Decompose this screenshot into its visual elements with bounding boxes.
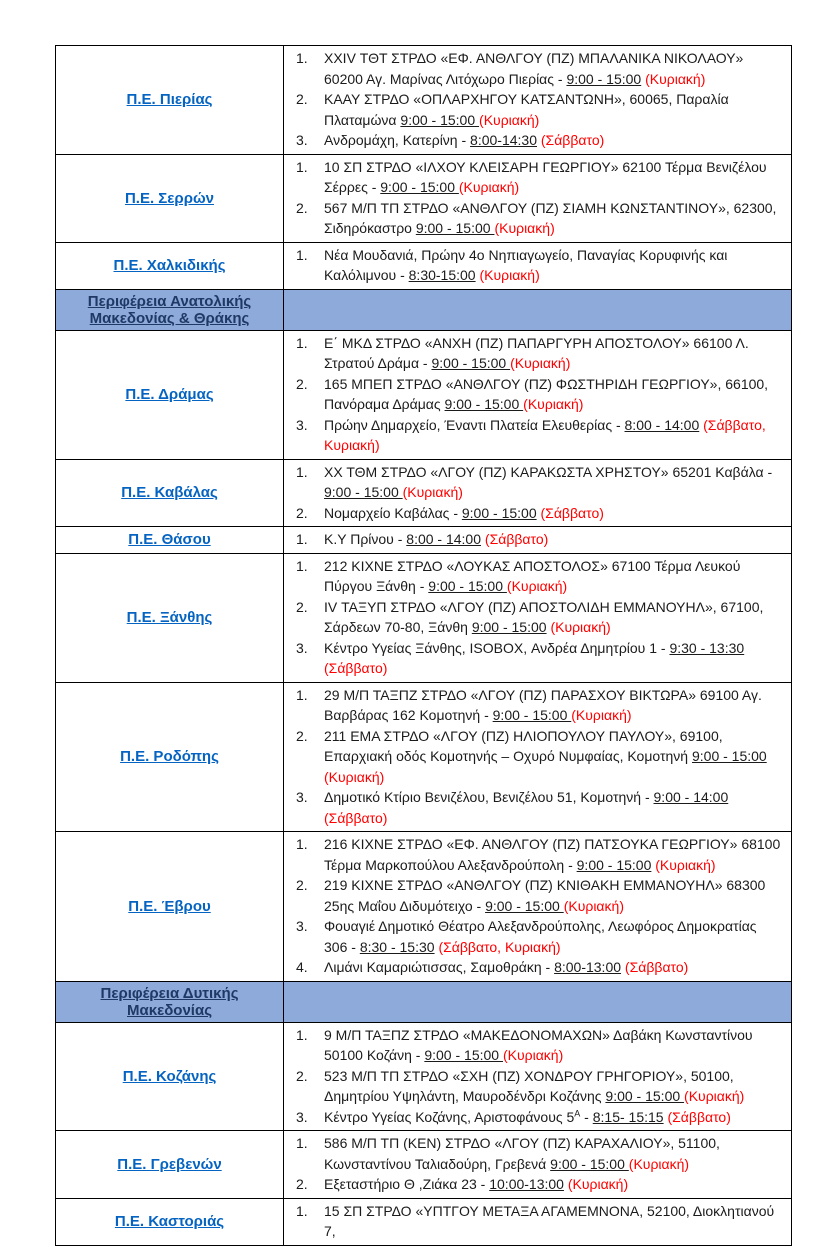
venue-item-dramas-2 (296, 374, 783, 415)
item-number: 2. (296, 1176, 308, 1192)
items-cell-chalkidikis (284, 242, 792, 289)
section-row-dytiki-makedonia (56, 981, 792, 1022)
region-row-dramas (56, 330, 792, 459)
venue-item-kavalas-2 (296, 503, 783, 524)
venue-description: Κέντρο Υγείας Κοζάνης, Αριστοφάνους 5 (324, 1108, 575, 1125)
day-note: (Κυριακή) (571, 707, 632, 723)
region-row-serron (56, 154, 792, 242)
venue-description: 567 Μ/Π ΤΠ ΣΤΡΔΟ «ΑΝΘΛΓΟΥ (ΠΖ) ΣΙΑΜΗ ΚΩΝΣΤΑΝΤΙΝΟΥ», 62300, Σιδηρόκαστρο (324, 199, 777, 236)
item-number: 2. (296, 91, 308, 107)
day-note: (Κυριακή) (479, 267, 540, 283)
opening-hours: 10:00-13:00 (489, 1176, 564, 1192)
region-link-kastorias[interactable]: Π.Ε. Καστοριάς (114, 1213, 225, 1230)
item-number: 1. (296, 557, 308, 574)
venue-item-serron-1 (296, 157, 783, 198)
item-number: 2. (296, 375, 308, 392)
venue-text (324, 462, 783, 503)
item-number: 3. (296, 639, 308, 656)
item-number: 1. (296, 158, 308, 175)
label-cell-thasou (56, 527, 284, 554)
superscript-text: Α (574, 1107, 581, 1118)
venue-item-pierias-3 (296, 130, 783, 151)
opening-hours: 9:00 - 15:00 (461, 504, 537, 521)
venue-description: 10 ΣΠ ΣΤΡΔΟ «ΙΛΧΟΥ ΚΛΕΙΣΑΡΗ ΓΕΩΡΓΙΟΥ» 62100 Τέρμα Βενιζέλου Σέρρες - (324, 158, 767, 195)
day-note: (Κυριακή) (563, 897, 624, 914)
label-cell-dytiki-makedonia (56, 981, 284, 1022)
label-cell-grevenon (56, 1131, 284, 1199)
venue-item-kavalas-1 (296, 462, 783, 503)
venue-text (324, 415, 783, 456)
venue-item-kozanis-3 (296, 1107, 783, 1128)
venue-text (324, 597, 783, 638)
item-number: 2. (296, 199, 308, 216)
day-note: (Σάββατο, Κυριακή) (324, 416, 766, 453)
item-number: 1. (296, 531, 308, 547)
item-number: 1. (296, 836, 308, 852)
opening-hours: 9:00 - 15:00 (550, 1155, 629, 1172)
region-link-pierias[interactable]: Π.Ε. Πιερίας (126, 91, 213, 109)
day-note: (Σάββατο, Κυριακή) (438, 938, 561, 955)
venue-text (324, 157, 783, 198)
items-cell-kastorias (284, 1198, 792, 1245)
opening-hours: 9:00 - 15:00 (380, 179, 459, 195)
venue-text (324, 374, 783, 415)
label-cell-kozanis (56, 1022, 284, 1131)
region-link-chalkidikis[interactable]: Π.Ε. Χαλκιδικής (113, 257, 226, 274)
item-number: 1. (296, 686, 308, 703)
region-row-kastorias (56, 1198, 792, 1245)
opening-hours: 8:00-13:00 (554, 959, 622, 975)
region-link-rodopis[interactable]: Π.Ε. Ροδόπης (120, 748, 219, 766)
region-row-rodopis (56, 682, 792, 832)
items-cell-dramas (284, 330, 792, 459)
day-note: (Κυριακή) (479, 111, 540, 128)
regions-table-body (56, 46, 792, 1246)
section-row-anatoliki-makedonia-thraki (56, 289, 792, 330)
opening-hours: 9:00 - 15:00 (444, 396, 524, 412)
label-cell-serron (56, 154, 284, 242)
venue-description: 586 Μ/Π ΤΠ (ΚΕΝ) ΣΤΡΔΟ «ΛΓΟΥ (ΠΖ) ΚΑΡΑΧΑΛΙΟΥ», 51100, Κωνσταντίνου Ταλιαδούρη, Γρεβενά (324, 1135, 720, 1172)
region-row-chalkidikis (56, 242, 792, 289)
venue-text (324, 503, 783, 524)
venue-item-chalkidikis-1 (296, 245, 783, 286)
opening-hours: 9:00 - 15:00 (605, 1088, 685, 1104)
items-cell-kozanis (284, 1022, 792, 1131)
day-note: (Σάββατο) (484, 531, 549, 547)
venue-description: 216 ΚΙΧΝΕ ΣΤΡΔΟ «ΕΦ. ΑΝΘΛΓΟΥ (ΠΖ) ΠΑΤΣΟΥΚΑ ΓΕΩΡΓΙΟΥ» 68100 Τέρμα Μαρκοπούλου Αλεξανδρούπολη - (324, 836, 781, 873)
day-note: (Κυριακή) (655, 856, 716, 873)
label-cell-kastorias (56, 1198, 284, 1245)
section-title-anatoliki-makedonia-thraki: Περιφέρεια Ανατολικής Μακεδονίας & Θράκης (87, 292, 252, 327)
region-row-kozanis (56, 1022, 792, 1131)
venue-text (324, 834, 783, 875)
venue-description: XXIV ΤΘΤ ΣΤΡΔΟ «ΕΦ. ΑΝΘΛΓΟΥ (ΠΖ) ΜΠΑΛΑΝΙΚΑ ΝΙΚΟΛΑΟΥ» 60200 Αγ. Μαρίνας Λιτόχωρο Πιερίας - (324, 50, 744, 87)
item-number: 2. (296, 727, 308, 744)
item-number: 3. (296, 132, 308, 148)
item-number: 1. (296, 463, 308, 480)
venue-text (324, 726, 783, 788)
venue-item-pierias-2 (296, 89, 783, 130)
items-cell-dytiki-makedonia (284, 981, 792, 1022)
label-cell-kavalas (56, 459, 284, 527)
venue-text (324, 1107, 783, 1128)
item-number: 1. (296, 1202, 308, 1219)
item-number: 3. (296, 416, 308, 433)
item-number: 1. (296, 1135, 308, 1151)
region-row-xanthis (56, 553, 792, 682)
venue-item-thasou-1 (296, 529, 783, 550)
venue-text (324, 333, 783, 374)
venue-description: Πρώην Δημαρχείο, Έναντι Πλατεία Ελευθερίας - (324, 416, 625, 433)
item-number: 2. (296, 598, 308, 615)
day-note: (Κυριακή) (458, 179, 520, 195)
item-number: 1. (296, 246, 308, 263)
opening-hours: 9:00 - 15:00 (691, 748, 767, 764)
day-note: (Κυριακή) (502, 1047, 564, 1063)
venue-description: Κέντρο Υγείας Ξάνθης, ISOBOX, Ανδρέα Δημητρίου 1 - (324, 639, 670, 656)
venue-item-dramas-3 (296, 415, 783, 456)
region-row-pierias (56, 46, 792, 155)
region-link-kavalas[interactable]: Π.Ε. Καβάλας (121, 484, 218, 502)
day-note: (Κυριακή) (494, 220, 555, 236)
venue-text (324, 916, 783, 957)
region-link-thasou[interactable]: Π.Ε. Θάσου (128, 531, 211, 549)
items-cell-thasou (284, 527, 792, 554)
venue-item-pierias-1 (296, 48, 783, 89)
venue-text (324, 1066, 783, 1107)
day-note: (Κυριακή) (628, 1155, 690, 1172)
opening-hours: 9:00 - 15:00 (424, 1047, 503, 1063)
venue-description: Νομαρχείο Καβάλας - (324, 504, 462, 521)
item-number: 4. (296, 959, 308, 975)
venue-item-serron-2 (296, 198, 783, 239)
day-note: (Κυριακή) (550, 619, 611, 635)
venue-text (324, 1025, 783, 1066)
day-note: (Σάββατο) (667, 1108, 731, 1125)
item-number: 3. (296, 918, 308, 934)
day-note: (Κυριακή) (645, 70, 706, 87)
opening-hours: 9:00 - 15:00 (485, 897, 564, 914)
region-link-serron[interactable]: Π.Ε. Σερρών (124, 189, 215, 207)
venue-item-xanthis-2 (296, 597, 783, 638)
venue-text (324, 130, 783, 151)
day-note: (Σάββατο) (624, 959, 689, 975)
items-cell-anatoliki-makedonia-thraki (284, 289, 792, 330)
venue-description: Κ.Υ Πρίνου - (324, 531, 407, 547)
day-note: (Κυριακή) (567, 1176, 629, 1192)
day-note: (Κυριακή) (523, 396, 584, 412)
venue-text (324, 638, 783, 679)
venue-item-evrou-3 (296, 916, 783, 957)
opening-hours: 8:30 - 15:30 (359, 938, 435, 955)
opening-hours: 9:00 - 15:00 (428, 578, 507, 594)
venue-item-grevenon-2 (296, 1174, 783, 1195)
item-number: 1. (296, 50, 308, 66)
item-number: 2. (296, 1067, 308, 1084)
item-number: 3. (296, 1108, 308, 1125)
region-row-evrou (56, 832, 792, 982)
venue-description: Εξεταστήριο Θ ,Ζιάκα 23 - (324, 1176, 490, 1192)
venue-text (324, 875, 783, 916)
section-title-dytiki-makedonia: Περιφέρεια Δυτικής Μακεδονίας (100, 984, 239, 1019)
venue-description: 15 ΣΠ ΣΤΡΔΟ «ΥΠΤΓΟΥ ΜΕΤΑΞΑ ΑΓΑΜΕΜΝΟΝΑ, 52100, Διοκλητιανού 7, (324, 1202, 775, 1239)
items-cell-serron (284, 154, 792, 242)
venue-description: IV ΤΑΞΥΠ ΣΤΡΔΟ «ΛΓΟΥ (ΠΖ) ΑΠΟΣΤΟΛΙΔΗ ΕΜΜΑΝΟΥΗΛ», 67100, Σάρδεων 70-80, Ξάνθη (324, 598, 764, 635)
regions-table (55, 45, 792, 1246)
day-note: (Κυριακή) (324, 768, 385, 785)
opening-hours: 9:00 - 15:00 (415, 220, 495, 236)
venue-text (324, 198, 783, 239)
venue-item-kastorias-1 (296, 1201, 783, 1242)
venue-text (324, 1201, 783, 1242)
venue-description: 29 Μ/Π ΤΑΞΠΖ ΣΤΡΔΟ «ΛΓΟΥ (ΠΖ) ΠΑΡΑΣΧΟΥ ΒΙΚΤΩΡΑ» 69100 Αγ. Βαρβάρας 162 Κομοτηνή - (324, 686, 762, 723)
venue-description: 212 ΚΙΧΝΕ ΣΤΡΔΟ «ΛΟΥΚΑΣ ΑΠΟΣΤΟΛΟΣ» 67100 Τέρμα Λευκού Πύργου Ξάνθη - (324, 557, 741, 594)
venue-text (324, 48, 783, 89)
day-note: (Κυριακή) (506, 578, 568, 594)
venue-item-kozanis-1 (296, 1025, 783, 1066)
venue-description: - (580, 1108, 593, 1125)
day-note: (Κυριακή) (402, 484, 463, 500)
label-cell-rodopis (56, 682, 284, 832)
venue-item-evrou-4 (296, 957, 783, 978)
venue-item-rodopis-3 (296, 787, 783, 828)
items-cell-pierias (284, 46, 792, 155)
venue-text (324, 787, 783, 828)
venue-item-rodopis-1 (296, 685, 783, 726)
venue-text (324, 1133, 783, 1174)
opening-hours: 9:00 - 15:00 (492, 707, 572, 723)
venue-description: 211 ΕΜΑ ΣΤΡΔΟ «ΛΓΟΥ (ΠΖ) ΗΛΙΟΠΟΥΛΟΥ ΠΑΥΛΟΥ», 69100, Επαρχιακή οδός Κομοτηνής – Οχυρό Νυμφαίας, Κομοτηνή (324, 727, 723, 764)
day-note: (Σάββατο) (540, 504, 604, 521)
venue-item-dramas-1 (296, 333, 783, 374)
venue-description: ΚΑΑΥ ΣΤΡΔΟ «ΟΠΛΑΡΧΗΓΟΥ ΚΑΤΣΑΝΤΩΝΗ», 60065, Παραλία Πλαταμώνα (324, 91, 729, 128)
opening-hours: 9:30 - 13:30 (669, 639, 745, 656)
venue-description: Φουαγιέ Δημοτικό Θέατρο Αλεξανδρούπολης, Λεωφόρος Δημοκρατίας 306 - (324, 918, 757, 955)
day-note: (Κυριακή) (684, 1088, 745, 1104)
region-link-dramas[interactable]: Π.Ε. Δράμας (125, 386, 214, 403)
venue-item-xanthis-3 (296, 638, 783, 679)
venue-text (324, 685, 783, 726)
region-row-grevenon (56, 1131, 792, 1199)
label-cell-dramas (56, 330, 284, 459)
opening-hours: 8:00 - 14:00 (406, 531, 482, 547)
region-row-kavalas (56, 459, 792, 527)
venue-description: 219 ΚΙΧΝΕ ΣΤΡΔΟ «ΑΝΘΛΓΟΥ (ΠΖ) ΚΝΙΘΑΚΗ ΕΜΜΑΝΟΥΗΛ» 68300 25ης Μαΐου Διδυμότειχο - (324, 877, 766, 914)
venue-description: Ε΄ ΜΚΔ ΣΤΡΔΟ «ΑΝΧΗ (ΠΖ) ΠΑΠΑΡΓΥΡΗ ΑΠΟΣΤΟΛΟΥ» 66100 Λ. Στρατού Δράμα - (324, 334, 749, 371)
opening-hours: 8:00-14:30 (470, 132, 537, 148)
opening-hours: 8:15- 15:15 (592, 1108, 664, 1125)
item-number: 1. (296, 334, 308, 351)
item-number: 1. (296, 1026, 308, 1043)
item-number: 3. (296, 789, 308, 805)
venue-text (324, 245, 783, 286)
venue-description: Δημοτικό Κτίριο Βενιζέλου, Βενιζέλου 51, Κομοτηνή - (324, 789, 654, 805)
day-note: (Σάββατο) (540, 132, 605, 148)
items-cell-grevenon (284, 1131, 792, 1199)
day-note: (Σάββατο) (324, 809, 388, 826)
venue-item-rodopis-2 (296, 726, 783, 788)
venue-item-evrou-2 (296, 875, 783, 916)
region-link-evrou[interactable]: Π.Ε. Έβρου (128, 897, 211, 915)
item-number: 2. (296, 877, 308, 893)
venue-description: 9 Μ/Π ΤΑΞΠΖ ΣΤΡΔΟ «ΜΑΚΕΔΟΝΟΜΑΧΩΝ» Δαβάκη Κωνσταντίνου 50100 Κοζάνη - (324, 1026, 753, 1063)
opening-hours: 9:00 - 15:00 (400, 111, 480, 128)
opening-hours: 9:00 - 15:00 (471, 619, 547, 635)
opening-hours: 9:00 - 15:00 (324, 484, 403, 500)
label-cell-chalkidikis (56, 242, 284, 289)
label-cell-anatoliki-makedonia-thraki (56, 289, 284, 330)
region-link-xanthis[interactable]: Π.Ε. Ξάνθης (126, 609, 213, 626)
label-cell-xanthis (56, 553, 284, 682)
items-cell-evrou (284, 832, 792, 982)
opening-hours: 9:00 - 15:00 (576, 856, 652, 873)
items-cell-rodopis (284, 682, 792, 832)
venue-item-evrou-1 (296, 834, 783, 875)
items-cell-kavalas (284, 459, 792, 527)
day-note: (Σάββατο) (324, 660, 388, 676)
venue-text (324, 89, 783, 130)
region-row-thasou (56, 527, 792, 554)
opening-hours: 9:00 - 15:00 (566, 70, 642, 87)
item-number: 2. (296, 504, 308, 521)
venue-description: Νέα Μουδανιά, Πρώην 4ο Νηπιαγωγείο, Παναγίας Κορυφινής και Καλόλιμνου - (324, 246, 728, 283)
venue-text (324, 1174, 783, 1195)
region-link-kozanis[interactable]: Π.Ε. Κοζάνης (122, 1067, 217, 1085)
venue-description: 523 Μ/Π ΤΠ ΣΤΡΔΟ «ΣΧΗ (ΠΖ) ΧΟΝΔΡΟΥ ΓΡΗΓΟΡΙΟΥ», 50100, Δημητρίου Υψηλάντη, Μαυροδένδρι Κοζάνης (324, 1067, 734, 1104)
venue-text (324, 957, 783, 978)
items-cell-xanthis (284, 553, 792, 682)
opening-hours: 9:00 - 14:00 (653, 789, 729, 805)
opening-hours: 8:00 - 14:00 (624, 416, 700, 433)
venue-text (324, 556, 783, 597)
venue-description: 165 ΜΠΕΠ ΣΤΡΔΟ «ΑΝΘΛΓΟΥ (ΠΖ) ΦΩΣΤΗΡΙΔΗ ΓΕΩΡΓΙΟΥ», 66100, Πανόραμα Δράμας (324, 375, 769, 412)
venue-item-xanthis-1 (296, 556, 783, 597)
venue-description: ΧΧ ΤΘΜ ΣΤΡΔΟ «ΛΓΟΥ (ΠΖ) ΚΑΡΑΚΩΣΤΑ ΧΡΗΣΤΟΥ» 65201 Καβάλα - (324, 463, 773, 480)
venue-item-kozanis-2 (296, 1066, 783, 1107)
region-link-grevenon[interactable]: Π.Ε. Γρεβενών (117, 1155, 222, 1173)
label-cell-evrou (56, 832, 284, 982)
venue-description: Λιμάνι Καμαριώτισσας, Σαμοθράκη - (324, 959, 555, 975)
opening-hours: 9:00 - 15:00 (431, 355, 511, 371)
venue-item-grevenon-1 (296, 1133, 783, 1174)
day-note: (Κυριακή) (510, 355, 571, 371)
opening-hours: 8:30-15:00 (408, 267, 476, 283)
label-cell-pierias (56, 46, 284, 155)
venue-description: Ανδρομάχη, Κατερίνη - (324, 132, 471, 148)
venue-text (324, 529, 783, 550)
